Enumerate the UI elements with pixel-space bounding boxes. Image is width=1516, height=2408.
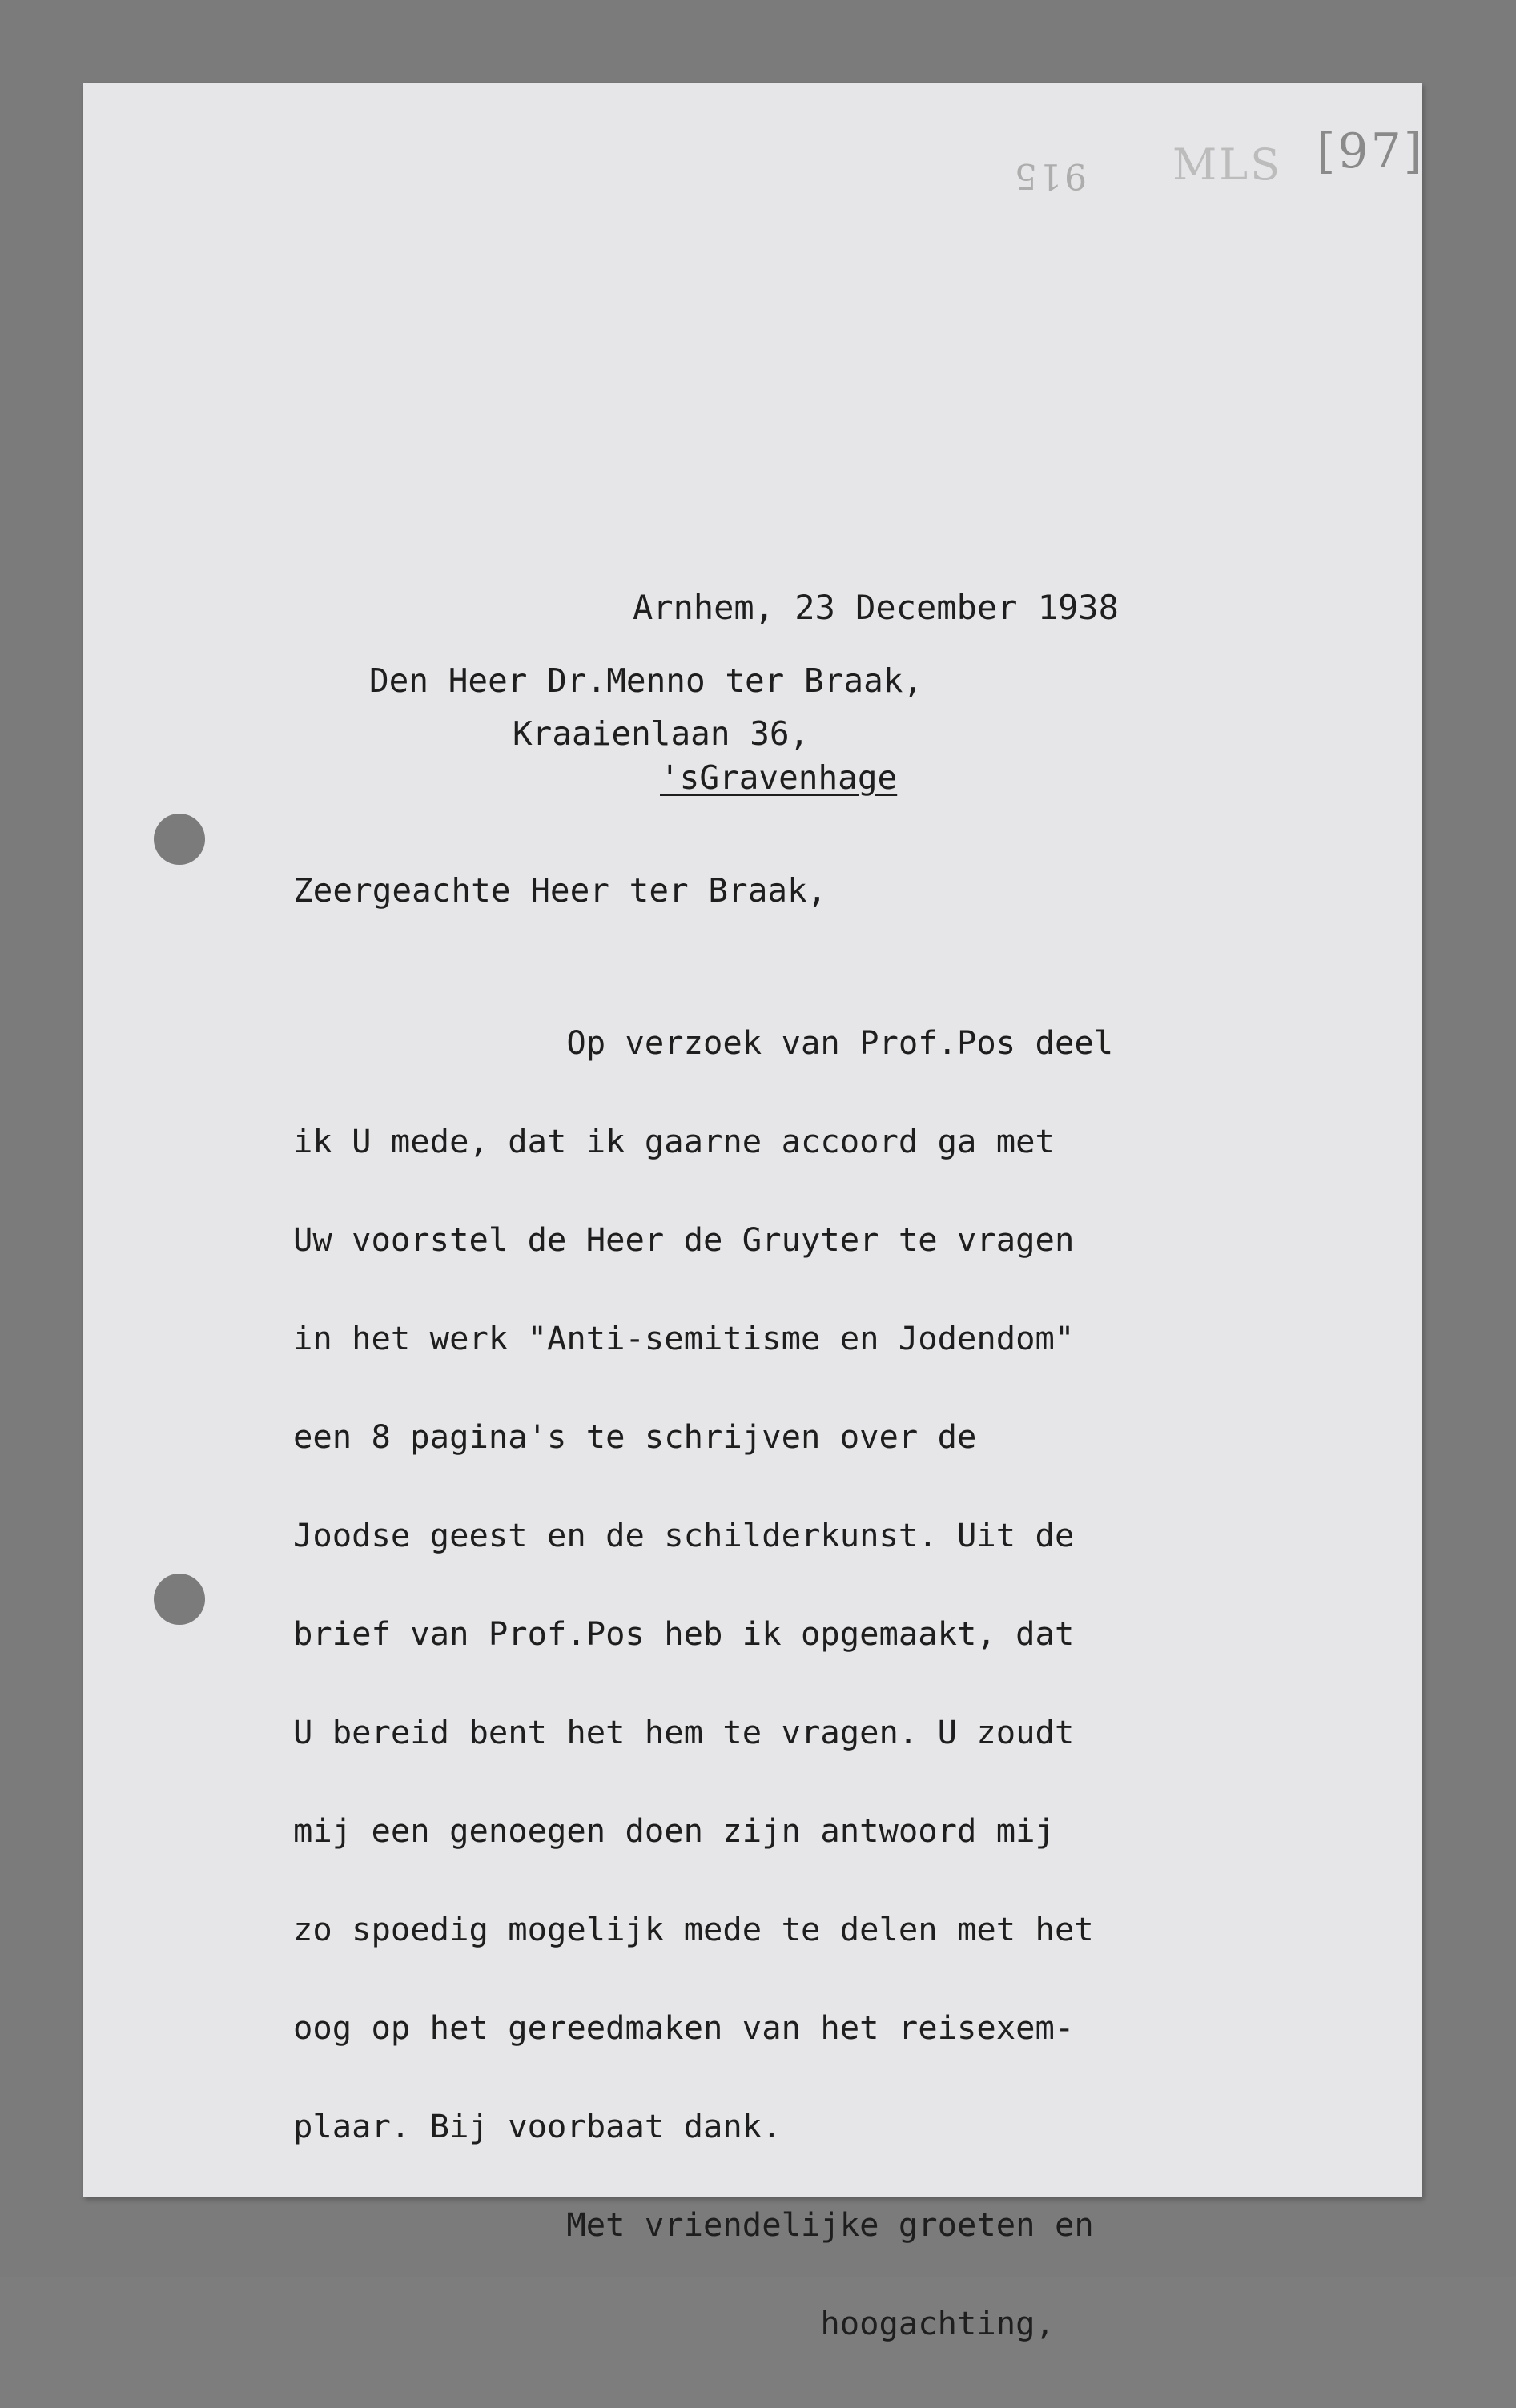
archive-number: 915 <box>1012 155 1087 196</box>
letter-body <box>293 961 1113 2406</box>
folio-mark: [97] <box>1317 123 1426 179</box>
body-line: in het werk "Anti-semitisme en Jodendom" <box>293 1319 1075 1357</box>
body-line: Op verzoek van Prof.Pos deel <box>293 1023 1114 1062</box>
body-line: brief van Prof.Pos heb ik opgemaakt, dat <box>293 1614 1075 1653</box>
body-line: Uw voorstel de Heer de Gruyter te vragen <box>293 1220 1075 1259</box>
body-line: een 8 pagina's te schrijven over de <box>293 1417 977 1456</box>
body-line: ik U mede, dat ik gaarne accoord ga met <box>293 1122 1055 1160</box>
punch-hole-lower <box>154 1574 205 1625</box>
recipient-name: Den Heer Dr.Menno ter Braak, <box>369 661 923 700</box>
closing-line: hoogachting, <box>293 2304 1055 2342</box>
date-line: Arnhem, 23 December 1938 <box>633 588 1119 627</box>
body-line: plaar. Bij voorbaat dank. <box>293 2107 782 2145</box>
recipient-street: Kraaienlaan 36, <box>513 714 810 753</box>
body-line: oog op het gereedmaken van het reisexem- <box>293 2008 1075 2047</box>
closing-line: Met vriendelijke groeten en <box>293 2205 1094 2244</box>
archive-stamp: MLS <box>1172 139 1283 190</box>
body-line: U bereid bent het hem te vragen. U zoudt <box>293 1713 1075 1751</box>
body-line: mij een genoegen doen zijn antwoord mij <box>293 1811 1055 1850</box>
recipient-city: 'sGravenhage <box>660 758 898 797</box>
salutation: Zeergeachte Heer ter Braak, <box>293 871 827 910</box>
body-line: zo spoedig mogelijk mede te delen met het <box>293 1910 1094 1948</box>
letter-page <box>83 83 1426 2342</box>
body-line: Joodse geest en de schilderkunst. Uit de <box>293 1516 1075 1554</box>
punch-hole-upper <box>154 814 205 865</box>
